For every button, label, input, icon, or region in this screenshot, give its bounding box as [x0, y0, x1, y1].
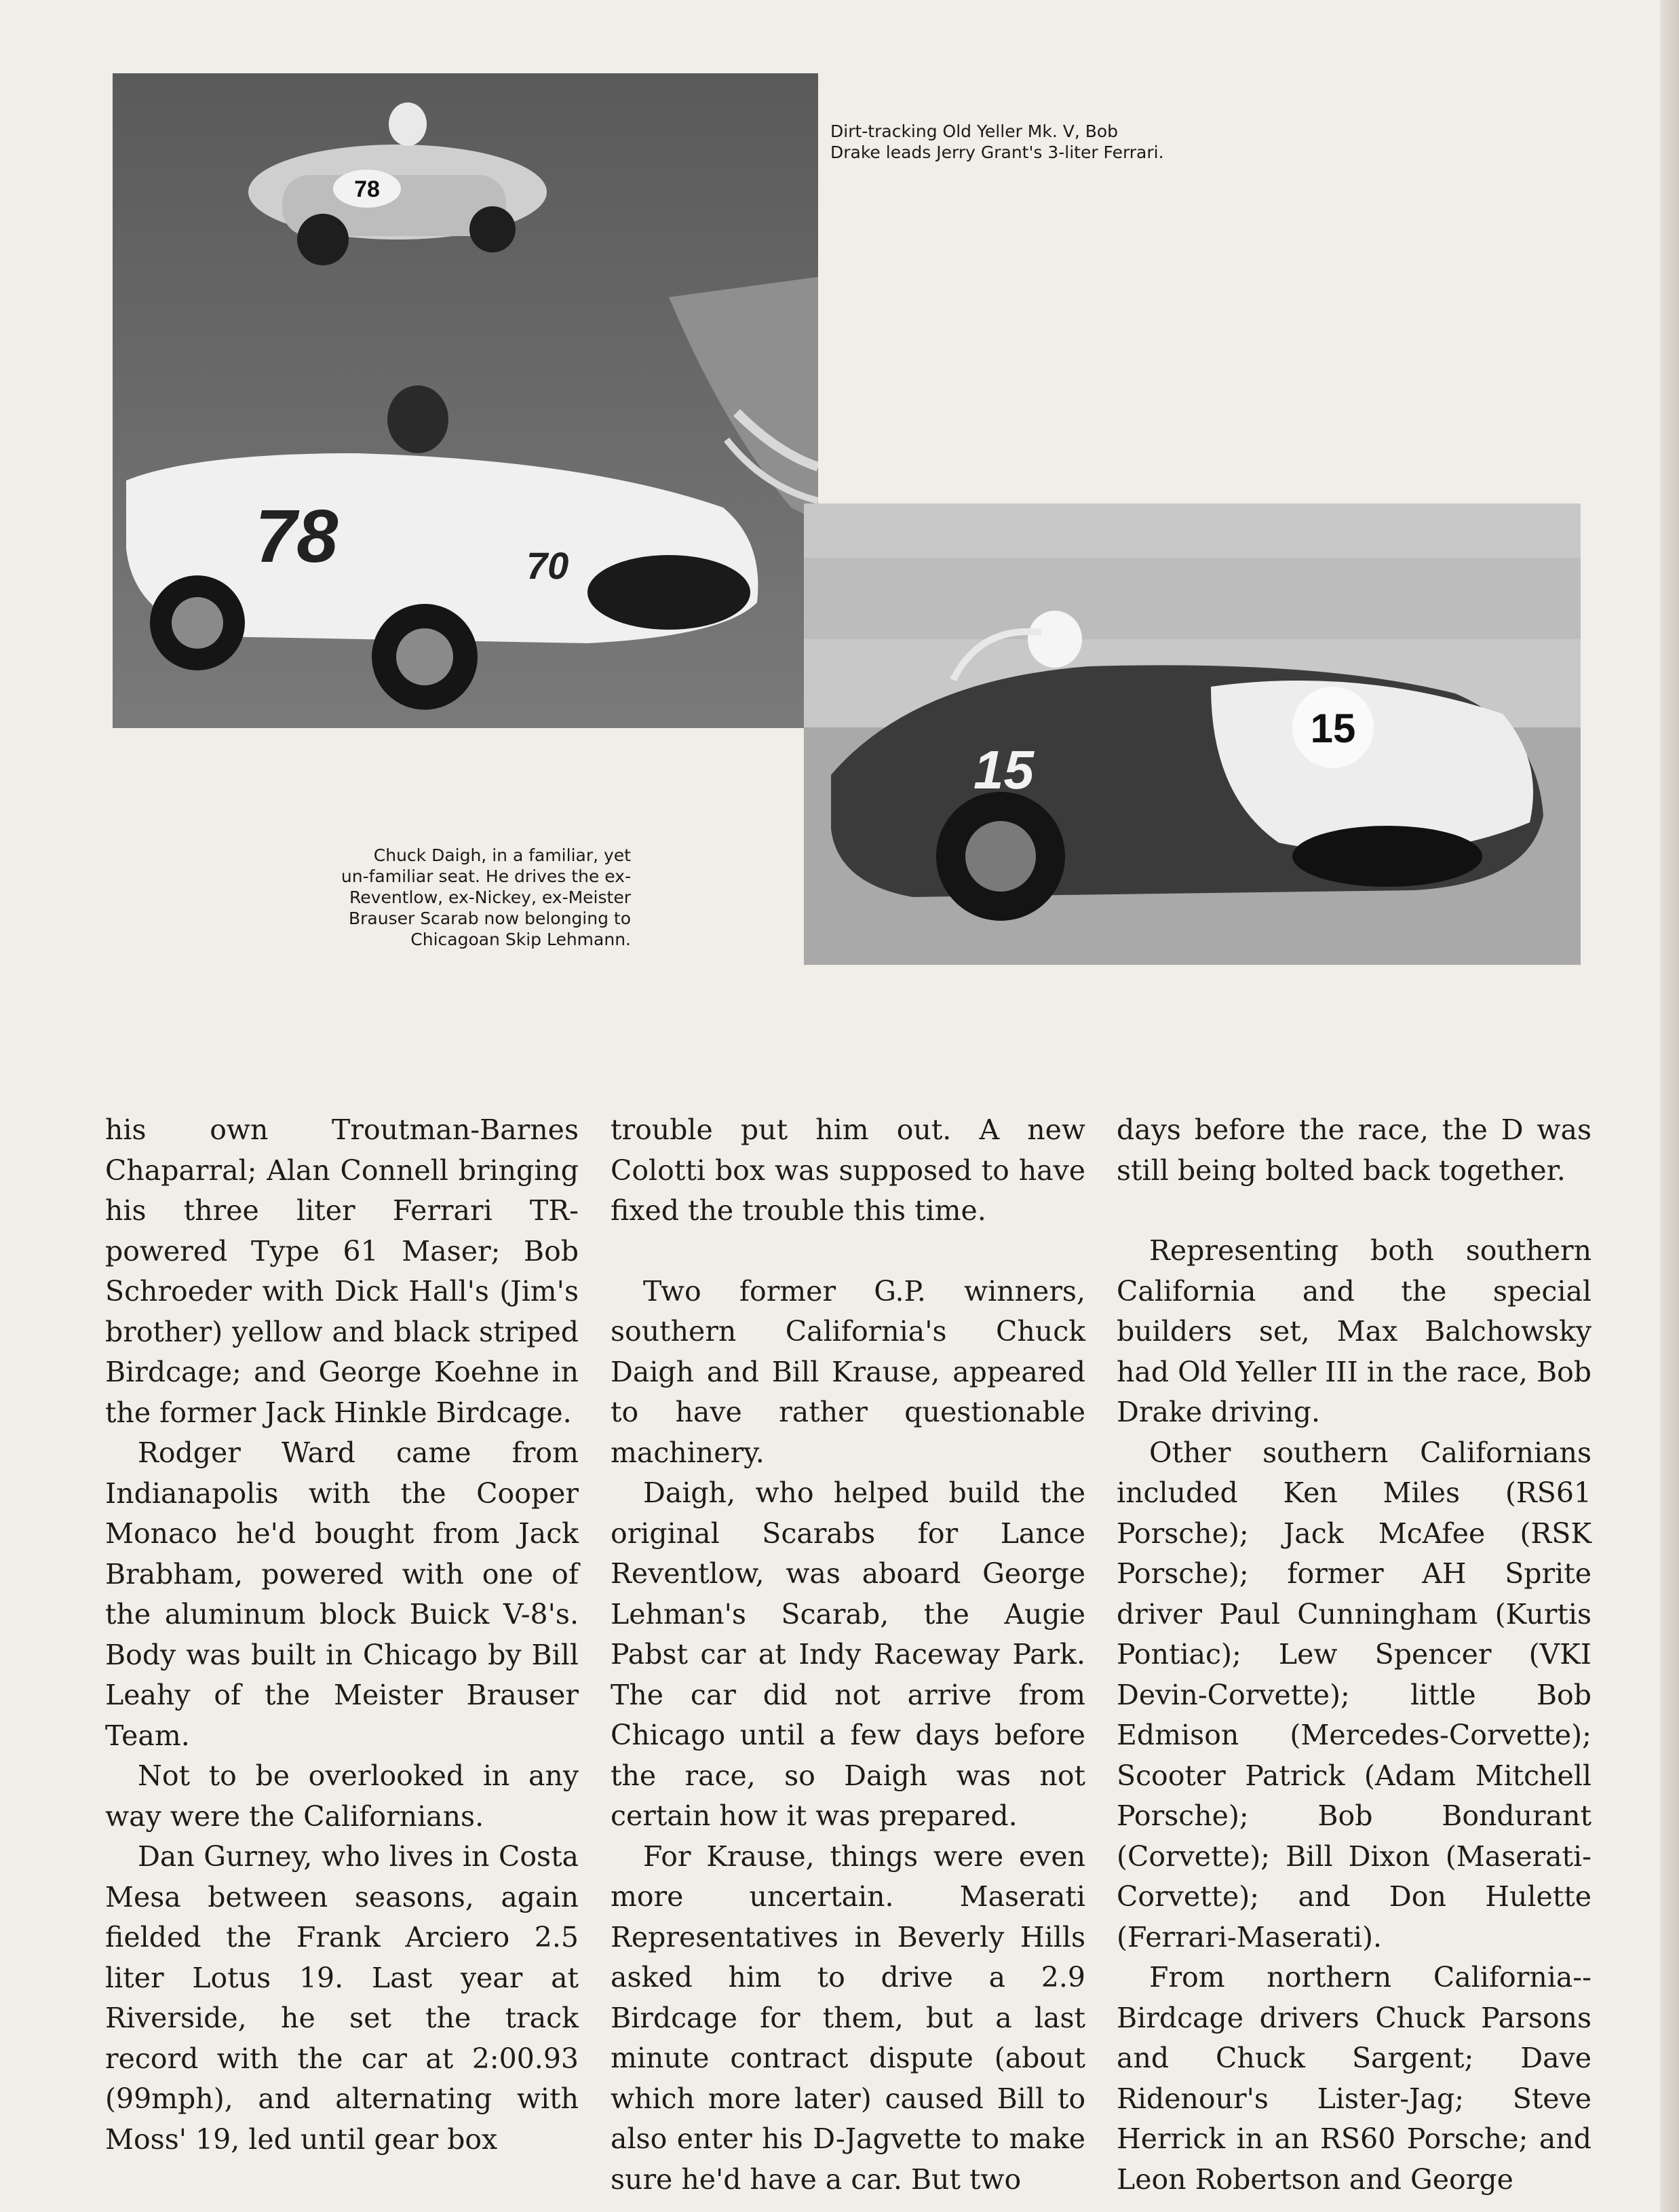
scarab-side-number: 78 — [255, 495, 339, 578]
article-column-3 — [1117, 1110, 1591, 2200]
paragraph: days before the race, the D was still being bolted back together. — [1117, 1113, 1591, 1187]
article-column-1 — [105, 1110, 579, 2160]
caption-bottom-line: Brauser Scarab now belonging to — [348, 909, 631, 928]
caption-top-line: Dirt-tracking Old Yeller Mk. V, Bob — [830, 121, 1119, 141]
article-column-2 — [611, 1110, 1085, 2200]
caption-bottom-line: Chicagoan Skip Lehmann. — [410, 930, 631, 949]
page-edge — [1660, 0, 1679, 2212]
car-15-side-number: 15 — [973, 740, 1034, 800]
photo-car-15 — [804, 503, 1581, 965]
photo-scarab-svg — [113, 73, 818, 728]
caption-bottom-line: Reventlow, ex-Nickey, ex-Meister — [349, 888, 631, 907]
car-15-front-number: 15 — [1310, 706, 1356, 751]
paragraph: Representing both southern California and the special builders set, Max Balchowsky had Old Yeller III in the race, Bob Drake driving. — [1117, 1234, 1591, 1428]
caption-bottom-line: un-familiar seat. He drives the ex- — [341, 866, 631, 886]
paragraph: Not to be overlooked in any way were the Californians. — [105, 1759, 579, 1833]
caption-top — [830, 121, 1251, 163]
photo-scarab-and-ferrari — [113, 73, 818, 728]
photo-car-15-svg — [804, 503, 1581, 965]
scarab-front-number: 70 — [526, 544, 569, 587]
caption-bottom — [244, 845, 631, 950]
paragraph: Dan Gurney, who lives in Costa Mesa between seasons, again fielded the Frank Arciero 2.5 liter Lotus 19. Last year at Riverside, he set the track record with the car at 2:00.93 (99mph), and alternating with Moss' 19, led until gear box — [105, 1840, 579, 2156]
paragraph: For Krause, things were even more uncertain. Maserati Representatives in Beverly Hills asked him to drive a 2.9 Birdcage for them, but a last minute contract dispute (about which more later) caused Bill to also enter his D-Jagvette to make sure he'd have a car. But two — [611, 1839, 1085, 2196]
paragraph: his own Troutman-Barnes Chaparral; Alan Connell bringing his three liter Ferrari TR-powered Type 61 Maser; Bob Schroeder with Dick Hall's (Jim's brother) yellow and black striped Birdcage; and George Koehne in the former Jack Hinkle Birdcage. — [105, 1113, 579, 1429]
paragraph: Two former G.P. winners, southern California's Chuck Daigh and Bill Krause, appeared to have rather questionable machinery. — [611, 1274, 1085, 1469]
ferrari-number: 78 — [354, 176, 380, 202]
paragraph: Daigh, who helped build the original Scarabs for Lance Reventlow, was aboard George Lehman's Scarab, the Augie Pabst car at Indy Raceway Park. The car did not arrive from Chicago until a few days before the race, so Daigh was not certain how it was prepared. — [611, 1476, 1085, 1832]
caption-bottom-line: Chuck Daigh, in a familiar, yet — [373, 845, 631, 865]
paragraph: Other southern Californians included Ken Miles (RS61 Porsche); Jack McAfee (RSK Porsche); former AH Sprite driver Paul Cunningham (Kurtis Pontiac); Lew Spencer (VKI Devin-Corvette); little Bob Edmison (Mercedes-Corvette); Scooter Patrick (Adam Mitchell Porsche); Bob Bondurant (Corvette); Bill Dixon (Maserati-Corvette); and Don Hulette (Ferrari-Maserati). — [1117, 1436, 1591, 1953]
paragraph: From northern California-- Birdcage drivers Chuck Parsons and Chuck Sargent; Dave Ridenour's Lister-Jag; Steve Herrick in an RS60 Porsche; and Leon Robertson and George — [1117, 1961, 1591, 2196]
caption-top-line: Drake leads Jerry Grant's 3-liter Ferrari. — [830, 142, 1164, 162]
paragraph: trouble put him out. A new Colotti box was supposed to have fixed the trouble this time. — [611, 1113, 1085, 1227]
paragraph: Rodger Ward came from Indianapolis with the Cooper Monaco he'd bought from Jack Brabham, powered with one of the aluminum block Buick V-8's. Body was built in Chicago by Bill Leahy of the Meister Brauser Team. — [105, 1436, 579, 1752]
